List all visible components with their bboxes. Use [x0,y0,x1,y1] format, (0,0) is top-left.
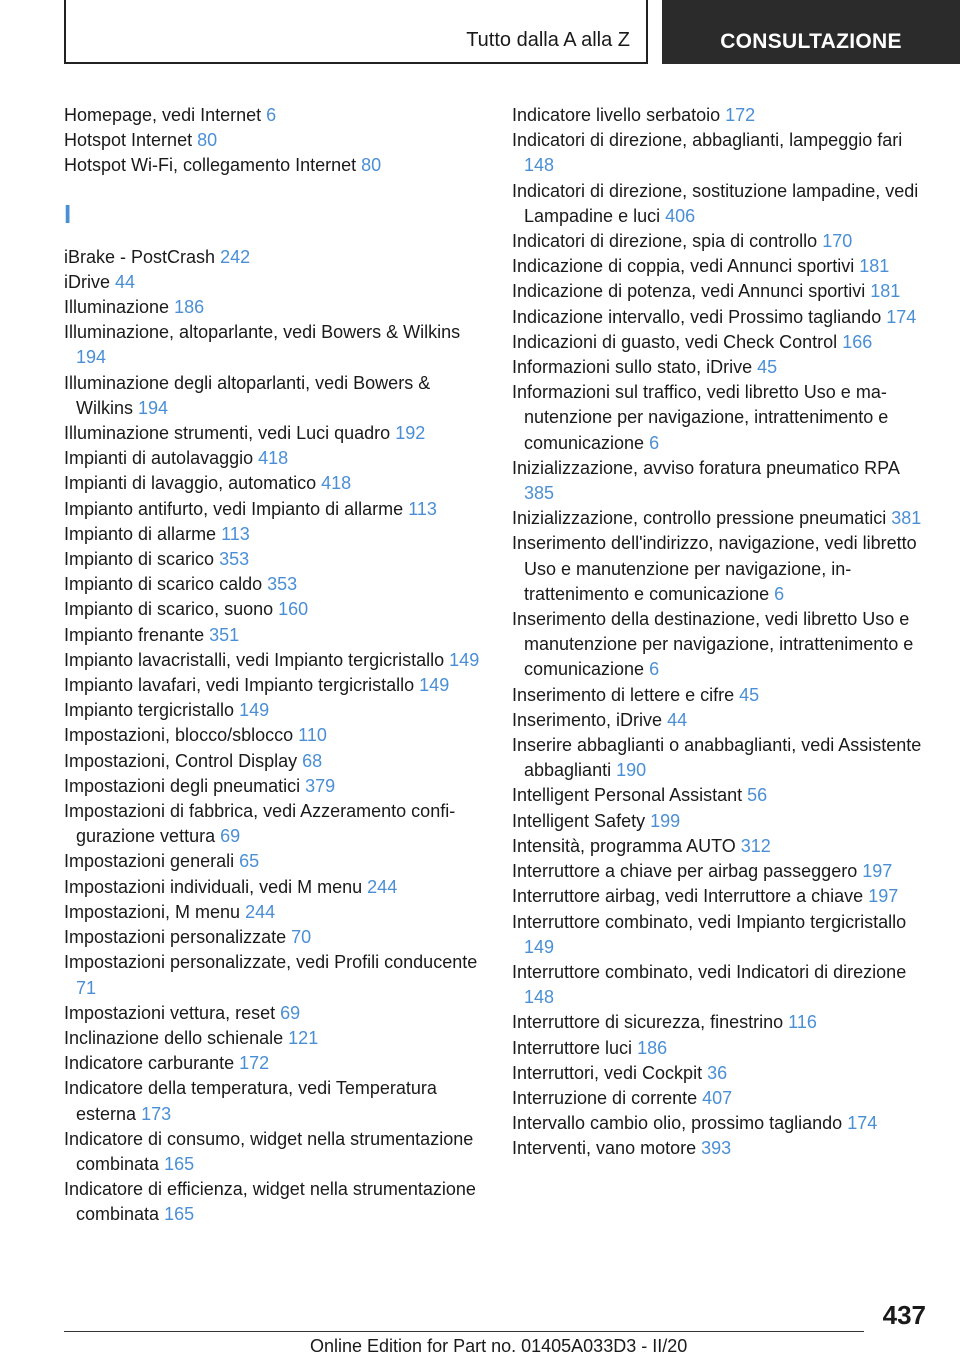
index-entry-term: Impianto di scarico, suono [64,599,274,620]
index-entry [512,859,932,884]
index-page-link[interactable]: 148 [524,987,555,1008]
index-entry-term: Indicatori di direzione, spia di controllo [512,231,818,252]
index-page-link[interactable]: 181 [859,256,890,277]
index-page-link[interactable]: 36 [707,1062,728,1083]
index-entry [64,497,484,522]
index-entry [64,648,484,673]
index-column-right [512,103,932,1162]
index-page-link[interactable]: 393 [701,1138,732,1159]
index-entry [64,1177,484,1227]
index-entry-term: Impianto frenante [64,624,205,645]
index-entry [64,900,484,925]
index-page-link[interactable]: 6 [649,659,660,680]
index-page-link[interactable]: 113 [408,498,437,519]
index-entry-term: Interruttore a chiave per airbag passeggero [512,861,858,882]
index-entry-term: iDrive [64,271,111,292]
index-entry-term: Impianto di allarme [64,523,217,544]
index-group-i-continued [512,103,932,1162]
index-entry-term: Indicatore livello serbatoio [512,105,721,125]
index-entry [64,320,484,370]
index-entry-term: Interruttori, vedi Cockpit [512,1062,703,1083]
index-entry-term: iBrake - PostCrash [64,246,216,267]
index-page-link[interactable]: 160 [278,599,309,620]
index-page-link[interactable]: 44 [667,709,688,730]
index-page-link[interactable]: 186 [174,297,205,318]
index-page-link[interactable]: 170 [822,231,853,252]
index-entry [512,1061,932,1086]
index-entry [64,774,484,799]
index-entry-term: Impostazioni di fabbrica, vedi Azzeramento configurazione vettura [64,801,456,847]
index-entry [512,305,932,330]
index-entry [64,1051,484,1076]
index-entry [64,572,484,597]
index-entry [512,179,932,229]
index-page-link[interactable]: 407 [702,1087,733,1108]
index-page-link[interactable]: 190 [616,760,647,781]
index-page-link[interactable]: 166 [842,331,873,352]
index-page-link[interactable]: 68 [302,750,323,771]
index-entry [512,229,932,254]
index-entry [512,1111,932,1136]
section-letter: I [64,198,72,229]
index-entry-term: Inizializzazione, avviso foratura pneumatico RPA [512,457,899,478]
index-entry [64,153,484,178]
index-page-link[interactable]: 174 [886,306,917,327]
index-entry-term: Impostazioni, M menu [64,901,241,922]
index-page-link[interactable]: 351 [209,624,240,645]
header-chapter-tab [662,0,960,64]
index-entry-term: Interruttore luci [512,1037,633,1058]
index-entry [512,910,932,960]
index-page-link[interactable]: 80 [197,130,218,151]
index-entry-term: Impostazioni individuali, vedi M menu [64,876,363,897]
index-entry [64,245,484,270]
index-entry [64,1001,484,1026]
index-entry [512,1036,932,1061]
index-page-link[interactable]: 71 [76,977,97,998]
index-entry-term: Impostazioni generali [64,851,235,872]
index-entry [512,531,932,607]
index-entry [64,875,484,900]
index-entry-term: Illuminazione [64,297,170,318]
index-entry [512,960,932,1010]
index-entry [64,471,484,496]
index-entry-term: Interruttore combinato, vedi Impianto tergicristallo [512,911,907,932]
index-entry [64,597,484,622]
index-entry-term: Interventi, vano motore [512,1138,697,1159]
index-page-link[interactable]: 172 [239,1053,270,1074]
index-page-link[interactable]: 381 [891,508,922,529]
index-entry [512,708,932,733]
index-page-link[interactable]: 242 [220,246,251,267]
index-entry [512,809,932,834]
index-entry-term: Intensità, programma AUTO [512,835,736,856]
index-page-link[interactable]: 149 [524,936,555,957]
index-entry-term: Impostazioni, Control Display [64,750,298,771]
index-entry [512,733,932,783]
index-entry-term: Inserimento dell'indirizzo, navigazione, vedi libretto Uso e manutenzione per navigazione, intrattenimento e comunicazione [512,533,917,604]
index-page-link[interactable]: 148 [524,155,555,176]
index-entry [64,522,484,547]
index-entry-term: Impostazioni, blocco/sblocco [64,725,294,746]
index-entry-term: Impianti di autolavaggio [64,448,254,469]
index-entry-term: Hotspot Internet [64,130,193,151]
index-entry [512,456,932,506]
index-entry [64,698,484,723]
index-entry-term: Inclinazione dello schienale [64,1027,284,1048]
index-entry [512,103,932,128]
index-entry-term: Indicazioni di guasto, vedi Check Control [512,331,838,352]
index-group-i [64,245,484,1228]
index-entry [64,547,484,572]
index-entry-term: Homepage, vedi Internet [64,105,262,125]
index-entry-term: Illuminazione, altoparlante, vedi Bowers & Wilkins [64,322,461,343]
index-entry [512,607,932,683]
index-entry-term: Hotspot Wi-Fi, collegamento Internet [64,155,357,176]
index-group-h [64,103,484,179]
index-entry-term: Impianto di scarico caldo [64,574,263,595]
index-entry [512,355,932,380]
index-entry-term: Impianto antifurto, vedi Impianto di allarme [64,498,404,519]
index-entry-term: Interruttore airbag, vedi Interruttore a chiave [512,886,864,907]
index-page-link[interactable]: 69 [280,1002,301,1023]
index-page-link[interactable]: 418 [321,473,352,494]
index-page-link[interactable]: 199 [650,810,681,831]
index-entry [64,950,484,1000]
index-entry-term: Intelligent Personal Assistant [512,785,743,806]
index-page-link[interactable]: 174 [847,1113,878,1134]
index-page-link[interactable]: 149 [449,649,480,670]
index-entry [64,128,484,153]
index-entry-term: Inserimento, iDrive [512,709,663,730]
index-entry [64,723,484,748]
index-entry-term: Indicatore di consumo, widget nella strumentazione combinata [64,1128,474,1174]
index-page-link[interactable]: 385 [524,483,555,504]
index-entry-term: Intervallo cambio olio, prossimo tagliando [512,1113,843,1134]
index-entry [512,1010,932,1035]
index-page-link[interactable]: 197 [862,861,893,882]
index-entry-term: Intelligent Safety [512,810,646,831]
index-entry-term: Indicazione di coppia, vedi Annunci sportivi [512,256,855,277]
index-entry-term: Informazioni sullo stato, iDrive [512,357,753,378]
index-page-link[interactable]: 173 [141,1103,172,1124]
index-page-link[interactable]: 44 [115,271,136,292]
index-entry [512,506,932,531]
index-page-link[interactable]: 181 [870,281,901,302]
index-entry-term: Inizializzazione, controllo pressione pneumatici [512,508,887,529]
index-entry [512,683,932,708]
index-entry [512,884,932,909]
index-entry-term: Impostazioni vettura, reset [64,1002,276,1023]
index-page-link[interactable]: 6 [649,432,660,453]
index-entry-term: Illuminazione strumenti, vedi Luci quadro [64,423,391,444]
index-entry [512,834,932,859]
index-entry-term: Impianto di scarico [64,549,215,570]
index-page-link[interactable]: 110 [298,725,327,746]
index-page-link[interactable]: 6 [266,105,277,125]
index-entry [64,799,484,849]
index-column-left [64,103,484,1228]
index-entry [64,623,484,648]
index-page-link[interactable]: 149 [239,700,270,721]
index-page-link[interactable]: 45 [739,684,760,705]
index-page-link[interactable]: 192 [395,423,426,444]
index-page-link[interactable]: 6 [774,583,785,604]
index-page-link[interactable]: 353 [219,549,250,570]
index-entry [64,925,484,950]
index-entry-term: Interruzione di corrente [512,1087,698,1108]
index-page-link[interactable]: 70 [291,927,312,948]
page-number: 437 [882,1300,926,1330]
index-page-link[interactable]: 353 [267,574,298,595]
index-page-link[interactable]: 172 [725,105,756,125]
index-entry [64,1026,484,1051]
index-page-link[interactable]: 80 [361,155,382,176]
index-entry [64,295,484,320]
index-entry-term: Indicatore carburante [64,1053,235,1074]
index-page-link[interactable]: 113 [221,523,250,544]
index-entry [64,749,484,774]
index-entry [512,380,932,456]
index-entry [64,270,484,295]
header-section-title: Tutto dalla A alla Z [466,29,630,51]
index-page-link[interactable]: 45 [757,357,778,378]
index-entry [64,421,484,446]
index-entry [512,128,932,178]
index-entry [512,1136,932,1161]
index-page-link[interactable]: 244 [245,901,276,922]
index-page-link[interactable]: 312 [740,835,771,856]
index-entry [512,254,932,279]
index-entry-term: Impostazioni personalizzate, vedi Profili conducente [64,952,478,973]
index-entry [512,330,932,355]
index-page-link[interactable]: 197 [868,886,899,907]
index-entry [64,103,484,128]
index-entry-term: Impianto lavafari, vedi Impianto tergicristallo [64,675,415,696]
header-chapter-label: CONSULTAZIONE [720,30,902,53]
index-entry [512,1086,932,1111]
index-entry-term: Impianti di lavaggio, automatico [64,473,317,494]
index-entry [64,371,484,421]
index-entry-term: Impianto lavacristalli, vedi Impianto tergicristallo [64,649,445,670]
header-frame [64,0,648,64]
index-entry-term: Illuminazione degli altoparlanti, vedi Bowers & Wilkins [64,372,431,418]
index-entry-term: Inserimento di lettere e cifre [512,684,735,705]
index-entry-term: Informazioni sul traffico, vedi libretto Uso e manutenzione per navigazione, intrattenimento e comunicazione [512,382,889,453]
index-entry-term: Inserimento della destinazione, vedi libretto Uso e manutenzione per navigazione, intrattenimento e comunicazione [512,609,914,680]
index-page-link[interactable]: 186 [637,1037,668,1058]
index-entry [64,673,484,698]
index-entry [64,446,484,471]
index-entry [64,1076,484,1126]
index-page-link[interactable]: 194 [76,347,107,368]
index-page-link[interactable]: 165 [164,1153,195,1174]
index-page-link[interactable]: 406 [665,205,696,226]
index-entry-term: Impostazioni personalizzate [64,927,287,948]
index-entry-term: Indicazione intervallo, vedi Prossimo tagliando [512,306,882,327]
index-entry-term: Impostazioni degli pneumatici [64,775,301,796]
index-page-link[interactable]: 121 [288,1027,319,1048]
index-entry-term: Indicazione di potenza, vedi Annunci sportivi [512,281,866,302]
index-page-link[interactable]: 116 [788,1012,817,1033]
index-entry-term: Interruttore di sicurezza, finestrino [512,1012,784,1033]
index-page-link[interactable]: 56 [747,785,768,806]
index-entry [512,279,932,304]
index-entry [64,1127,484,1177]
index-page-link[interactable]: 194 [138,397,169,418]
index-entry [512,783,932,808]
index-entry-term: Indicatori di direzione, abbaglianti, lampeggio fari [512,130,903,151]
index-page-link[interactable]: 165 [164,1204,195,1225]
index-entry-term: Impianto tergicristallo [64,700,235,721]
index-entry-term: Indicatore della temperatura, vedi Temperatura esterna [64,1078,437,1124]
index-page-link[interactable]: 379 [305,775,336,796]
footer-edition: Online Edition for Part no. 01405A033D3 - II/20 [310,1336,688,1356]
index-page-link[interactable]: 149 [419,675,450,696]
index-page-link[interactable]: 244 [367,876,398,897]
footer-divider [64,1331,864,1332]
index-page-link[interactable]: 65 [239,851,260,872]
index-entry-term: Indicatore di efficienza, widget nella strumentazione combinata [64,1179,476,1225]
index-page-link[interactable]: 69 [220,826,241,847]
index-entry-term: Inserire abbaglianti o anabbaglianti, vedi Assistente abbaglianti [512,735,922,781]
index-entry-term: Interruttore combinato, vedi Indicatori di direzione [512,961,907,982]
index-page-link[interactable]: 418 [258,448,289,469]
index-entry [64,849,484,874]
index-entry-term: Indicatori di direzione, sostituzione lampadine, vedi Lampadine e luci [512,180,919,226]
